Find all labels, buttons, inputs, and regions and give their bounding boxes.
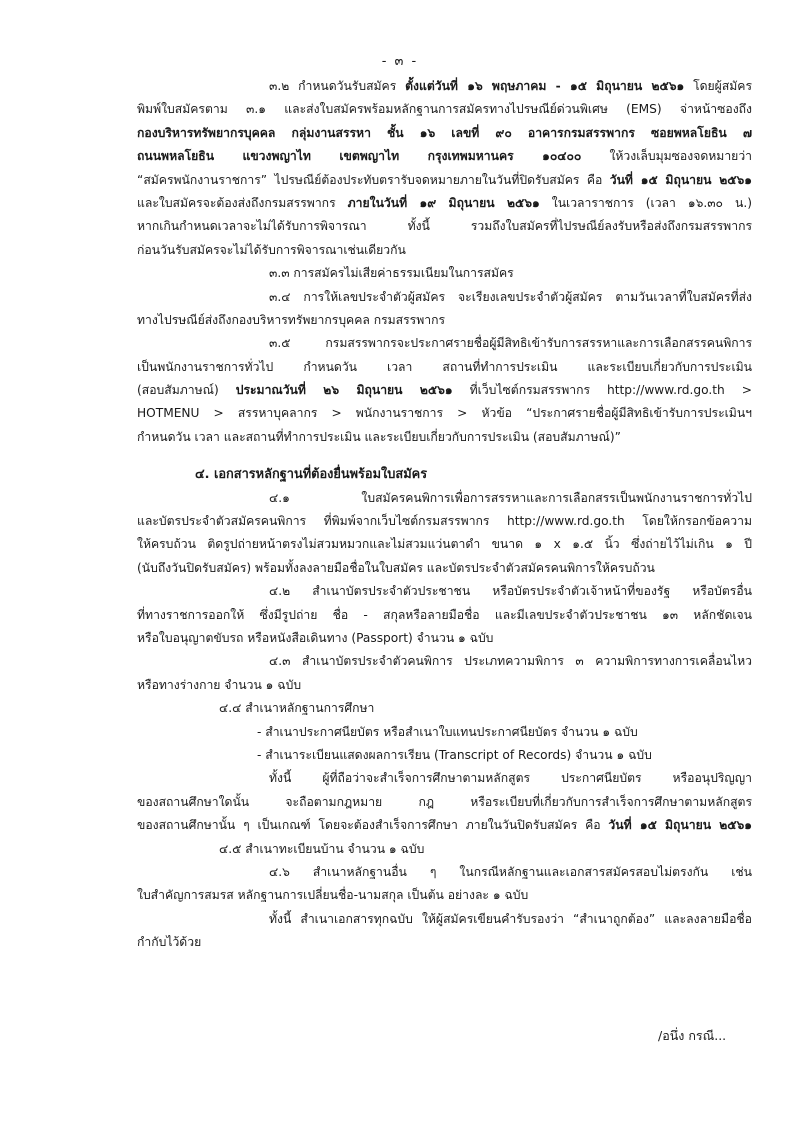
text-line: ทั้งนี้ ผู้ที่ถือว่าจะสำเร็จการศึกษาตามหลักสูตร ประกาศนียบัตร หรืออนุปริญญา [269,771,752,786]
text-line [137,192,752,215]
section-4-heading: ๔. เอกสารหลักฐานที่ต้องยื่นพร้อมใบสมัคร [195,467,428,483]
text-line: ของสถานศึกษาใดนั้น จะถือตามกฎหมาย กฎ หรือระเบียบที่เกี่ยวกับการสำเร็จการศึกษาตามหลักสูตร [137,794,752,809]
text-line: กำกับไว้ด้วย [137,935,202,950]
closing-paragraph [137,908,752,955]
list-item: - สำเนาระเบียนแสดงผลการเรียน (Transcript of Records) จำนวน ๑ ฉบับ [257,747,652,762]
application-period: ตั้งแต่วันที่ ๑๖ พฤษภาคม - ๑๕ มิถุนายน ๒๕๖๑ [405,79,685,93]
text-span: และใบสมัครจะต้องส่งถึงกรมสรรพากร [137,195,348,210]
text-span: ให้วงเล็บมุมซองจดหมายว่า [581,149,752,164]
website-link: ที่เว็บไซต์กรมสรรพากร http://www.rd.go.th > [452,383,752,398]
text-line [137,75,752,98]
text-line: ๔.๓ สำเนาบัตรประจำตัวคนพิการ ประเภทความพิการ ๓ ความพิการทางการเคลื่อนไหว [269,654,752,669]
text-line [137,379,752,402]
text-line: ทางไปรษณีย์ส่งถึงกองบริหารทรัพยากรบุคคล กรมสรรพากร [137,312,445,327]
text-line: หรือทางร่างกาย จำนวน ๑ ฉบับ [137,677,302,692]
text-line: ๓.๕ กรมสรรพากรจะประกาศรายชื่อผู้มีสิทธิเข้ารับการสรรหาและการเลือกสรรคนพิการ [269,336,752,351]
text-line: ก่อนวันรับสมัครจะไม่ได้รับการพิจารณาเช่นเดียวกัน [137,242,406,257]
paragraph-3-3: ๓.๓ การสมัครไม่เสียค่าธรรมเนียมในการสมัคร [269,266,514,281]
text-line: ทั้งนี้ สำเนาเอกสารทุกฉบับ ให้ผู้สมัครเขียนคำรับรองว่า “สำเนาถูกต้อง” และลงลายมือชื่อ [269,911,752,926]
paragraph-4-6 [137,861,752,908]
text-line: ๔.๖ สำเนาหลักฐานอื่น ๆ ในกรณีหลักฐานและเอกสารสมัครสอบไม่ตรงกัน เช่น [269,864,752,879]
list-item: - สำเนาประกาศนียบัตร หรือสำเนาใบแทนประกาศนียบัตร จำนวน ๑ ฉบับ [257,724,638,739]
paragraph-3-5 [137,332,752,449]
text-line: และบัตรประจำตัวสมัครคนพิการ ที่พิมพ์จากเว็บไซต์กรมสรรพากร http://www.rd.go.th โดยให้กรอกข้อความ [137,514,752,529]
text-line: ๔.๒ สำเนาบัตรประจำตัวประชาชน หรือบัตรประจำตัวเจ้าหน้าที่ของรัฐ หรือบัตรอื่น [269,584,752,599]
paragraph-4-1 [137,487,752,581]
text-line: เป็นพนักงานราชการทั่วไป กำหนดวัน เวลา สถานที่ทำการประเมิน และระเบียบเกี่ยวกับการประเมิน [137,359,752,374]
text-line: กำหนดวัน เวลา และสถานที่ทำการประเมิน และระเบียบเกี่ยวกับการประเมิน (สอบสัมภาษณ์)” [137,429,621,444]
text-line [137,814,752,837]
mailing-address-cont: ถนนพหลโยธิน แขวงพญาไท เขตพญาไท กรุงเทพมหานคร ๑๐๔๐๐ [137,149,582,164]
paragraph-3-2 [137,75,752,262]
paragraph-4-4 [137,697,752,837]
text-line: HOTMENU > สรรหาบุคลากร > พนักงานราชการ > หัวข้อ “ประกาศรายชื่อผู้มีสิทธิเข้ารับการประเมินฯ [137,406,752,421]
closing-date: วันที่ ๑๕ มิถุนายน ๒๕๖๑ [609,172,752,187]
text-line: ให้ครบถ้วน ติดรูปถ่ายหน้าตรงไม่สวมหมวกและไม่สวมแว่นตาดำ ขนาด ๑ x ๑.๕ นิ้ว ซึ่งถ่ายไว้ไม่เกิน ๑ ปี [137,537,752,552]
text-span: (สอบสัมภาษณ์) [137,383,236,398]
text-span: ๓.๒ กำหนดวันรับสมัคร [269,79,406,93]
paragraph-3-4 [137,286,752,333]
text-line: ๔.๑ ใบสมัครคนพิการเพื่อการสรรหาและการเลือกสรรเป็นพนักงานราชการทั่วไป [269,490,752,505]
text-span: ของสถานศึกษานั้น ๆ เป็นเกณฑ์ โดยจะต้องสำเร็จการศึกษา ภายในวันปิดรับสมัคร คือ [137,818,609,833]
graduation-deadline: วันที่ ๑๕ มิถุนายน ๒๕๖๑ [608,818,752,833]
text-line: (นับถึงวันปิดรับสมัคร) พร้อมทั้งลงลายมือชื่อในใบสมัคร และบัตรประจำตัวสมัครคนพิการให้ครบถ้วน [137,560,655,575]
mailing-address-line: กองบริหารทรัพยากรบุคคล กลุ่มงานสรรหา ชั้น ๑๖ เลขที่ ๙๐ อาคารกรมสรรพากร ซอยพหลโยธิน ๗ [137,125,752,140]
announcement-date: ประมาณวันที่ ๒๖ มิถุนายน ๒๕๖๑ [235,383,453,398]
text-line: พิมพ์ใบสมัครตาม ๓.๑ และส่งใบสมัครพร้อมหลักฐานการสมัครทางไปรษณีย์ด่วนพิเศษ (EMS) จ่าหน้าซองถึง [137,102,752,117]
paragraph-4-3 [137,650,752,697]
text-line: ใบสำคัญการสมรส หลักฐานการเปลี่ยนชื่อ-นามสกุล เป็นต้น อย่างละ ๑ ฉบับ [137,888,529,903]
paragraph-4-4-title: ๔.๔ สำเนาหลักฐานการศึกษา [219,701,375,716]
text-line [137,169,752,192]
text-line [137,145,752,168]
text-line: ที่ทางราชการออกให้ ซึ่งมีรูปถ่าย ชื่อ - สกุลหรือลายมือชื่อ และมีเลขประจำตัวประชาชน ๑๓ หลักชัดเจน [137,607,752,622]
text-line: หากเกินกำหนดเวลาจะไม่ได้รับการพิจารณา ทั้งนี้ รวมถึงใบสมัครที่ไปรษณีย์ลงรับหรือส่งถึงกรมสรรพากร [137,219,752,234]
text-line: หรือใบอนุญาตขับรถ หรือหนังสือเดินทาง (Passport) จำนวน ๑ ฉบับ [137,630,494,645]
text-span: ในเวลาราชการ (เวลา ๑๖.๓๐ น.) [539,195,752,210]
page-number: - ๓ - [381,54,419,69]
document-body [137,75,752,954]
arrival-deadline: ภายในวันที่ ๑๙ มิถุนายน ๒๕๖๑ [347,195,540,210]
text-span: “สมัครพนักงานราชการ” ไปรษณีย์ต้องประทับตรารับจดหมายภายในวันที่ปิดรับสมัคร คือ [137,172,610,187]
text-line: ๓.๔ การให้เลขประจำตัวผู้สมัคร จะเรียงเลขประจำตัวผู้สมัคร ตามวันเวลาที่ใบสมัครที่ส่ง [269,289,752,304]
paragraph-4-2 [137,580,752,650]
paragraph-4-5: ๔.๕ สำเนาทะเบียนบ้าน จำนวน ๑ ฉบับ [219,841,425,856]
continuation-note: /อนึ่ง กรณี... [658,1028,727,1043]
text-span: โดยผู้สมัคร [684,79,752,93]
